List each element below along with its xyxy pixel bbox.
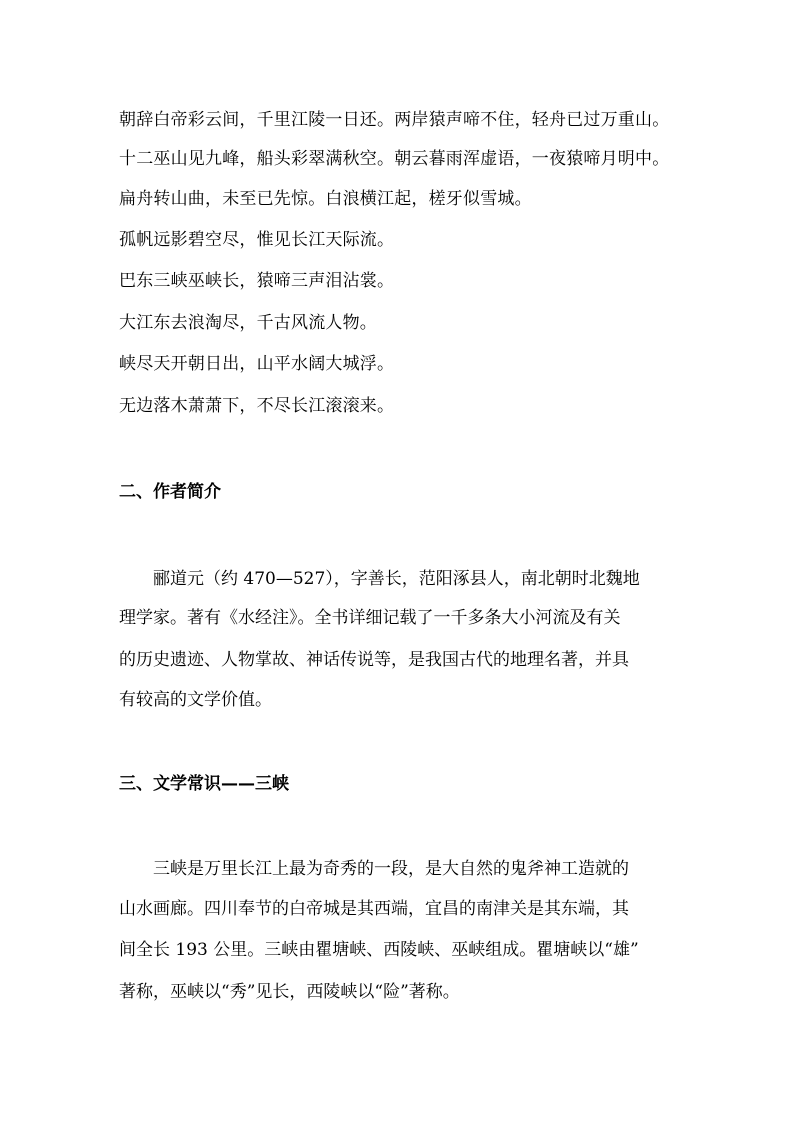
poem-line: 大江东去浪淘尽，千古风流人物。	[119, 313, 377, 333]
three-gorges-paragraph-line: 间全长 193 公里。三峡由瞿塘峡、西陵峡、巫峡组成。瞿塘峡以“雄”	[119, 940, 639, 960]
poem-line: 扁舟转山曲，未至已先惊。白浪横江起，槎牙似雪城。	[119, 189, 532, 209]
section-heading-literature: 三、文学常识——三峡	[119, 774, 289, 794]
poem-line: 十二巫山见九峰，船头彩翠满秋空。朝云暮雨浑虚语，一夜猿啼月明中。	[119, 149, 670, 169]
section-heading-author: 二、作者简介	[119, 482, 221, 502]
poem-line: 朝辞白帝彩云间，千里江陵一日还。两岸猿声啼不住，轻舟已过万重山。	[119, 110, 670, 130]
author-paragraph-line: 郦道元（约 470—527），字善长，范阳涿县人，南北朝时北魏地	[153, 569, 640, 589]
poem-line: 无边落木萧萧下，不尽长江滚滚来。	[119, 396, 395, 416]
three-gorges-paragraph-line: 著称，巫峡以“秀”见长，西陵峡以“险”著称。	[119, 982, 460, 1002]
poem-line: 孤帆远影碧空尽，惟见长江天际流。	[119, 230, 395, 250]
author-paragraph-line: 有较高的文学价值。	[119, 690, 272, 710]
author-paragraph-line: 的历史遗迹、人物掌故、神话传说等，是我国古代的地理名著，并具	[119, 650, 629, 670]
three-gorges-paragraph-line: 三峡是万里长江上最为奇秀的一段，是大自然的鬼斧神工造就的	[153, 859, 629, 879]
poem-line: 巴东三峡巫峡长，猿啼三声泪沾裳。	[119, 271, 395, 291]
author-paragraph-line: 理学家。著有《水经注》。全书详细记载了一千多条大小河流及有关	[119, 608, 621, 628]
poem-line: 峡尽天开朝日出，山平水阔大城浮。	[119, 354, 395, 374]
three-gorges-paragraph-line: 山水画廊。四川奉节的白帝城是其西端，宜昌的南津关是其东端，其	[119, 899, 629, 919]
